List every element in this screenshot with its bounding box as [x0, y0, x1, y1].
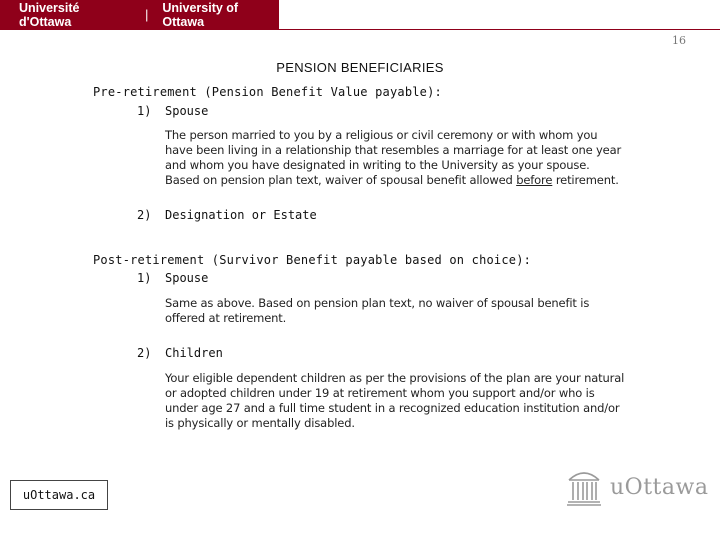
post-retirement-heading: Post-retirement (Survivor Benefit payable based on choice): [93, 253, 532, 267]
pre-item-1-number: 1) [137, 104, 152, 118]
header-fr-name: Université d'Ottawa [19, 1, 80, 29]
text-line: The person married to you by a religious or civil ceremony or with whom you [165, 128, 598, 142]
pre-item-1-label: Spouse [165, 104, 209, 118]
text-line: or adopted children under 19 at retirement whom you support and/or who is [165, 386, 595, 400]
pre-item-2-label: Designation or Estate [165, 208, 317, 222]
pre-spouse-description [165, 128, 665, 188]
text-segment: retirement. [552, 173, 619, 187]
text-line: Same as above. Based on pension plan text, no waiver of spousal benefit is [165, 296, 590, 310]
post-spouse-description [165, 296, 665, 326]
text-line: is physically or mentally disabled. [165, 416, 355, 430]
post-item-2-number: 2) [137, 346, 152, 360]
children-description [165, 371, 665, 431]
header-separator: | [145, 8, 149, 22]
pre-retirement-heading: Pre-retirement (Pension Benefit Value payable): [93, 85, 442, 99]
university-header-bar [0, 0, 279, 30]
logo-wordmark: uOttawa [610, 474, 709, 500]
post-item-1-label: Spouse [165, 271, 209, 285]
header-en-name: University of Ottawa [162, 1, 239, 29]
page-number: 16 [672, 34, 686, 47]
text-line: and whom you have designated in writing to the University as your spouse. [165, 158, 590, 172]
text-line: have been living in a relationship that resembles a marriage for at least one year [165, 143, 622, 157]
text-segment: Based on pension plan text, waiver of spousal benefit allowed [165, 173, 517, 187]
page-title: PENSION BENEFICIARIES [276, 60, 444, 75]
pre-item-2-number: 2) [137, 208, 152, 222]
uottawa-logo [566, 468, 708, 506]
underlined-word: before [516, 173, 553, 187]
university-building-icon [566, 468, 602, 506]
text-line: offered at retirement. [165, 311, 287, 325]
text-line: Your eligible dependent children as per the provisions of the plan are your natural [165, 371, 625, 385]
header-rule [279, 29, 720, 30]
text-line [165, 173, 665, 188]
uottawa-site-link[interactable]: uOttawa.ca [10, 480, 108, 510]
post-item-2-label: Children [165, 346, 223, 360]
post-item-1-number: 1) [137, 271, 152, 285]
text-line: under age 27 and a full time student in a recognized education institution and/or [165, 401, 620, 415]
